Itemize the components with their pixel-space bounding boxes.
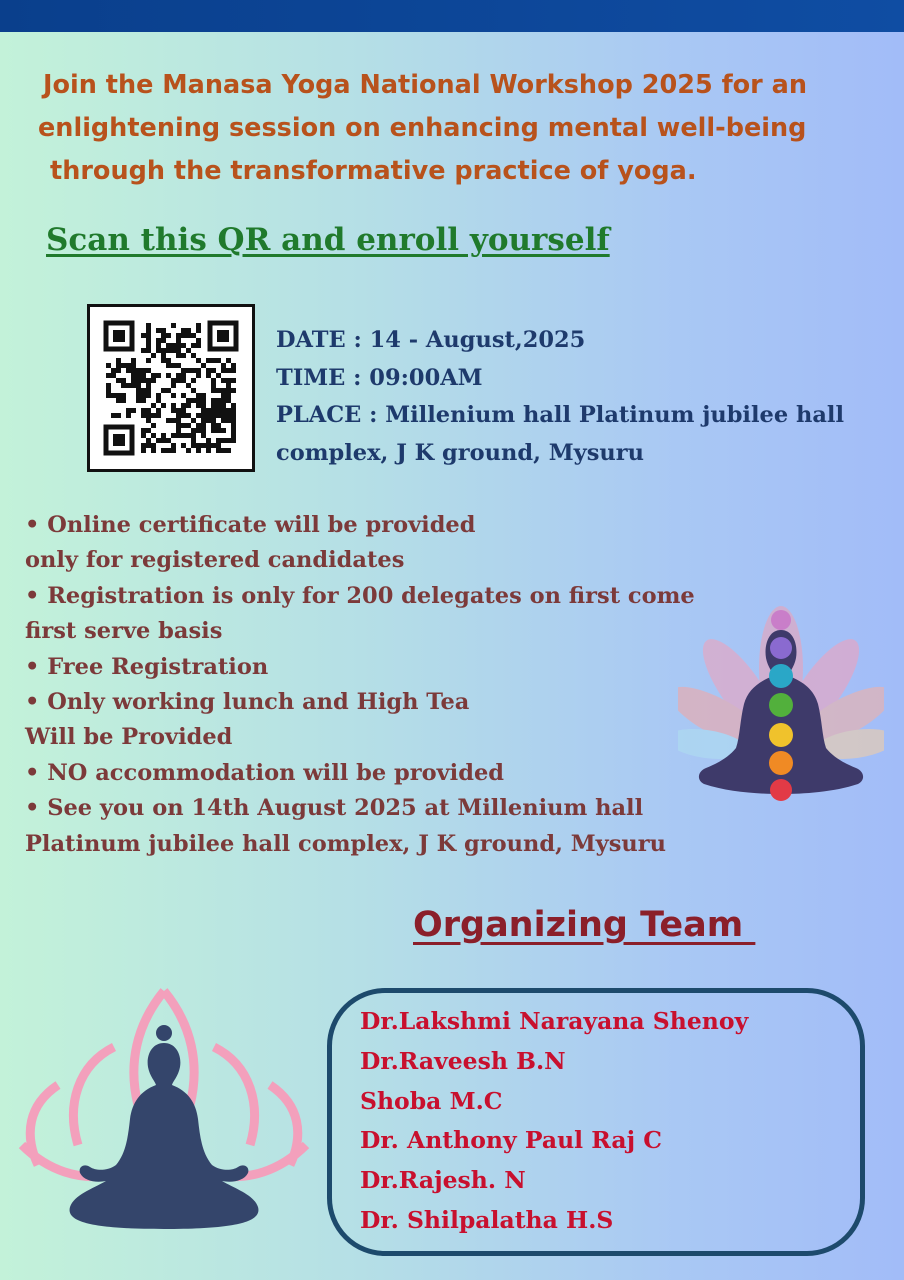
team-member: Dr.Raveesh B.N [360, 1046, 566, 1075]
scan-qr-heading: Scan this QR and enroll yourself [46, 222, 610, 258]
note-line: first serve basis [25, 618, 223, 645]
intro-line-3: through the transformative practice of yoga. [50, 156, 697, 186]
note-line: Platinum jubilee hall complex, J K ground, Mysuru [25, 830, 666, 857]
organizing-team-heading: Organizing Team [413, 905, 756, 945]
event-date: DATE : 14 - August,2025 [276, 327, 586, 353]
intro-line-1: Join the Manasa Yoga National Workshop 2025 for an [43, 70, 807, 100]
team-member: Dr.Rajesh. N [360, 1166, 526, 1195]
event-place-cont: complex, J K ground, Mysuru [276, 439, 644, 466]
lotus-meditation-icon [18, 985, 310, 1237]
intro-line-2: enlightening session on enhancing mental well-being [38, 113, 807, 143]
note-line: • Online certificate will be provided [25, 512, 476, 538]
event-time: TIME : 09:00AM [276, 364, 483, 391]
qr-code[interactable] [87, 304, 255, 472]
team-member: Dr. Shilpalatha H.S [360, 1205, 614, 1234]
event-place: PLACE : Millenium hall Platinum jubilee hall [276, 402, 845, 428]
note-line: • NO accommodation will be provided [25, 759, 504, 786]
note-line: • Registration is only for 200 delegates on first come [25, 582, 695, 609]
notes-list [25, 508, 695, 862]
note-line: only for registered candidates [25, 547, 405, 574]
intro-text [30, 64, 890, 193]
event-details [276, 322, 844, 472]
note-line: • Only working lunch and High Tea [25, 689, 470, 716]
team-member: Shoba M.C [360, 1086, 503, 1115]
note-line: Will be Provided [25, 724, 233, 751]
note-line: • See you on 14th August 2025 at Millenium hall [25, 795, 644, 822]
team-member: Dr. Anthony Paul Raj C [360, 1126, 662, 1155]
qr-code-icon [90, 307, 252, 469]
top-banner-bar [0, 0, 904, 32]
meditation-chakra-icon [678, 598, 884, 806]
organizing-team-list [360, 1002, 748, 1241]
team-member: Dr.Lakshmi Narayana Shenoy [360, 1007, 749, 1035]
note-line: • Free Registration [25, 653, 269, 680]
